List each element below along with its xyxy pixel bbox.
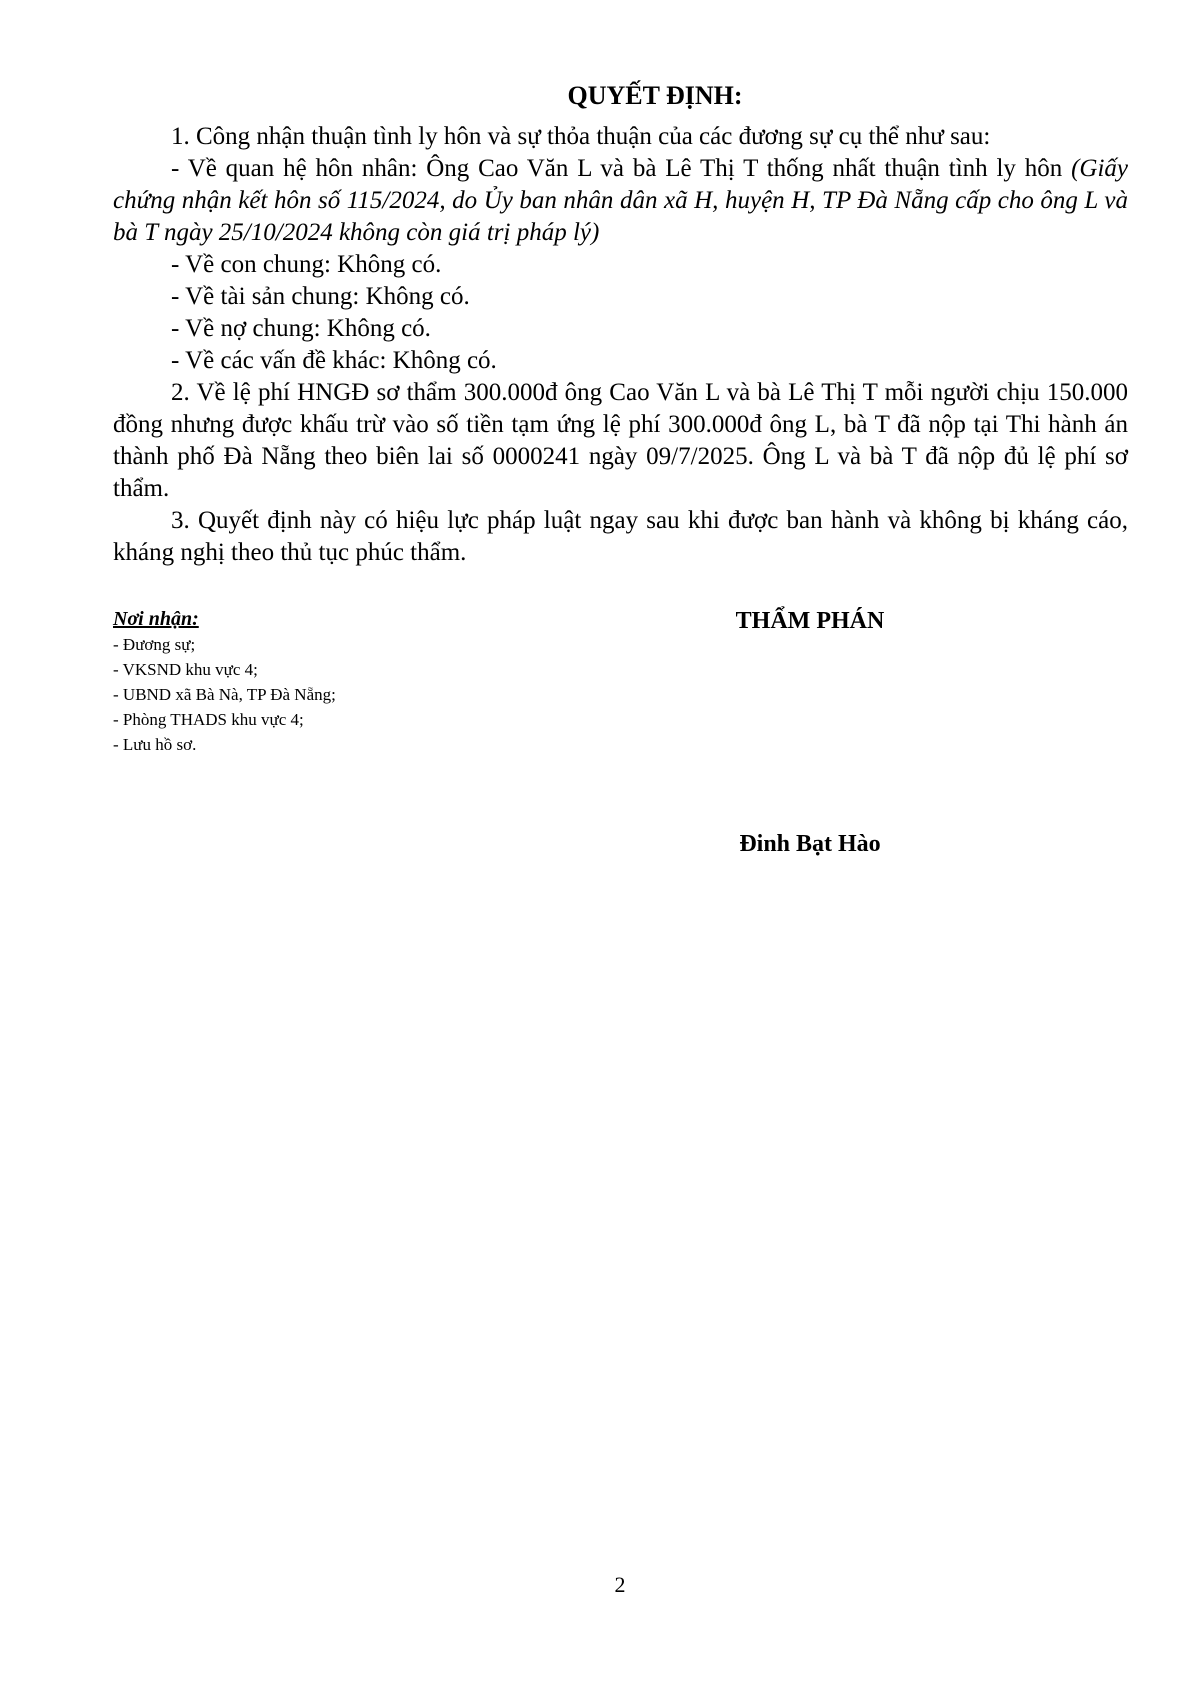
recipient-item: - UBND xã Bà Nà, TP Đà Nẵng; bbox=[113, 685, 336, 704]
marriage-certificate-note: (Giấy chứng nhận kết hôn số 115/2024, do Ủy ban nhân dân xã H, huyện H, TP Đà Nẵng cấp cho ông L và bà T ngày 25/10/2024 không còn giá trị pháp lý) bbox=[113, 155, 1128, 246]
other-issues: - Về các vấn đề khác: Không có. bbox=[171, 347, 497, 374]
clause-3-effect: 3. Quyết định này có hiệu lực pháp luật ngay sau khi được ban hành và không bị kháng cáo, kháng nghị theo thủ tục phúc thẩm. bbox=[113, 507, 1128, 566]
signer-name: Đinh Bạt Hào bbox=[739, 831, 881, 857]
recipient-item: - VKSND khu vực 4; bbox=[113, 660, 258, 679]
common-property: - Về tài sản chung: Không có. bbox=[171, 283, 470, 310]
recipient-item: - Phòng THADS khu vực 4; bbox=[113, 710, 304, 729]
recipients-list bbox=[113, 632, 533, 757]
signer-title: THẨM PHÁN bbox=[735, 608, 885, 634]
clause-1: 1. Công nhận thuận tình ly hôn và sự thỏa thuận của các đương sự cụ thể như sau: bbox=[171, 123, 991, 150]
marriage-relation bbox=[113, 153, 1128, 249]
recipient-item: - Đương sự; bbox=[113, 635, 196, 654]
recipient-item: - Lưu hồ sơ. bbox=[113, 735, 197, 754]
recipients-block bbox=[113, 606, 533, 757]
page-number: 2 bbox=[614, 1572, 626, 1597]
common-debt: - Về nợ chung: Không có. bbox=[171, 315, 431, 342]
decision-body bbox=[113, 121, 1128, 569]
marriage-relation-text: - Về quan hệ hôn nhân: Ông Cao Văn L và bà Lê Thị T thống nhất thuận tình ly hôn bbox=[171, 155, 1063, 182]
common-children: - Về con chung: Không có. bbox=[171, 251, 442, 278]
recipients-title: Nơi nhận: bbox=[113, 608, 199, 630]
clause-2-fee: 2. Về lệ phí HNGĐ sơ thẩm 300.000đ ông Cao Văn L và bà Lê Thị T mỗi người chịu 150.000 đồng nhưng được khấu trừ vào số tiền tạm ứng lệ phí 300.000đ ông L, bà T đã nộp tại Thi hành án thành phố Đà Nẵng theo biên lai số 0000241 ngày 09/7/2025. Ông L và bà T đã nộp đủ lệ phí sơ thẩm. bbox=[113, 379, 1128, 502]
decision-heading: QUYẾT ĐỊNH: bbox=[567, 81, 743, 110]
